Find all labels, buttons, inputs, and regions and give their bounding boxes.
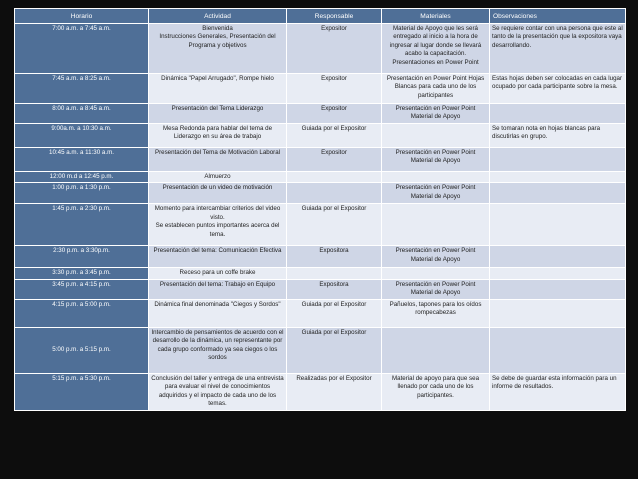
activity-cell: Presentación del tema: Comunicación Efectiva — [149, 246, 287, 268]
observations-cell — [490, 327, 626, 373]
activity-cell: Dinámica "Papel Arrugado", Rompe hielo — [149, 74, 287, 104]
responsible-cell: Expositor — [287, 104, 382, 124]
materials-cell: Presentación en Power Point Material de Apoyo — [382, 104, 490, 124]
time-cell: 3:30 p.m. a 3:45 p.m. — [15, 268, 149, 279]
table-row — [15, 24, 626, 74]
time-cell: 4:15 p.m. a 5:00 p.m. — [15, 299, 149, 327]
materials-cell: Presentación en Power Point Hojas Blancas para cada uno de los participantes — [382, 74, 490, 104]
time-cell: 10:45 a.m. a 11:30 a.m. — [15, 148, 149, 172]
time-cell: 3:45 p.m. a 4:15 p.m. — [15, 279, 149, 299]
header-responsable: Responsable — [287, 9, 382, 24]
time-cell: 5:00 p.m. a 5:15 p.m. — [15, 327, 149, 373]
activity-cell: Intercambio de pensamientos de acuerdo con el desarrollo de la dinámica, un representante por cada grupo conformado ya sea ciegos o los sordos — [149, 327, 287, 373]
observations-cell — [490, 183, 626, 204]
table-row — [15, 183, 626, 204]
responsible-cell: Expositor — [287, 148, 382, 172]
header-actividad: Actividad — [149, 9, 287, 24]
observations-cell: Se requiere contar con una persona que este al tanto de la presentación que la expositora vaya desarrollando. — [490, 24, 626, 74]
activity-cell: Momento para intercambiar criterios del video visto. Se establecen puntos importantes acerca del tema. — [149, 204, 287, 246]
materials-cell: Presentación en Power Point Material de Apoyo — [382, 148, 490, 172]
observations-cell: Estas hojas deben ser colocadas en cada lugar ocupado por cada participante sobre la mesa. — [490, 74, 626, 104]
observations-cell — [490, 172, 626, 183]
table-row — [15, 172, 626, 183]
header-observaciones: Observaciones — [490, 9, 626, 24]
time-cell: 1:45 p.m. a 2:30 p.m. — [15, 204, 149, 246]
table-row — [15, 268, 626, 279]
materials-cell: Presentación en Power Point Material de Apoyo — [382, 246, 490, 268]
table-row — [15, 104, 626, 124]
time-cell: 2:30 p.m. a 3:30p.m. — [15, 246, 149, 268]
table-row — [15, 327, 626, 373]
observations-cell: Se tomaran nota en hojas blancas para discutirlas en grupo. — [490, 124, 626, 148]
responsible-cell: Expositora — [287, 279, 382, 299]
activity-cell: Mesa Redonda para hablar del tema de Liderazgo en su área de trabajo — [149, 124, 287, 148]
observations-cell — [490, 148, 626, 172]
observations-cell — [490, 299, 626, 327]
materials-cell — [382, 327, 490, 373]
table-row — [15, 124, 626, 148]
schedule-table — [14, 8, 626, 411]
header-horario: Horario — [15, 9, 149, 24]
observations-cell — [490, 268, 626, 279]
table-row — [15, 148, 626, 172]
responsible-cell: Guiada por el Expositor — [287, 204, 382, 246]
activity-cell: Presentación del tema: Trabajo en Equipo — [149, 279, 287, 299]
time-cell: 8:00 a.m. a 8:45 a.m. — [15, 104, 149, 124]
activity-cell: Conclusión del taller y entrega de una entrevista para evaluar el nivel de conocimientos adquiridos y el impacto de cada uno de los temas. — [149, 373, 287, 410]
time-cell: 9:00a.m. a 10:30 a.m. — [15, 124, 149, 148]
header-materiales: Materiales — [382, 9, 490, 24]
activity-cell: Presentación del Tema de Motivación Laboral — [149, 148, 287, 172]
schedule-slide — [14, 8, 625, 470]
materials-cell — [382, 204, 490, 246]
table-row — [15, 204, 626, 246]
materials-cell: Presentación en Power Point Material de Apoyo — [382, 279, 490, 299]
materials-cell: Pañuelos, tapones para los oídos rompecabezas — [382, 299, 490, 327]
table-row — [15, 299, 626, 327]
activity-cell: Presentación de un video de motivación — [149, 183, 287, 204]
time-cell: 5:15 p.m. a 5:30 p.m. — [15, 373, 149, 410]
responsible-cell: Expositora — [287, 246, 382, 268]
table-row — [15, 373, 626, 410]
activity-cell: Bienvenida Instrucciones Generales, Presentación del Programa y objetivos — [149, 24, 287, 74]
table-row — [15, 74, 626, 104]
table-row — [15, 246, 626, 268]
observations-cell: Se debe de guardar esta información para un informe de resultados. — [490, 373, 626, 410]
materials-cell — [382, 268, 490, 279]
responsible-cell — [287, 268, 382, 279]
activity-cell: Presentación del Tema Liderazgo — [149, 104, 287, 124]
observations-cell — [490, 204, 626, 246]
table-row — [15, 279, 626, 299]
responsible-cell: Expositor — [287, 24, 382, 74]
time-cell: 7:45 a.m. a 8:25 a.m. — [15, 74, 149, 104]
observations-cell — [490, 279, 626, 299]
responsible-cell: Realizadas por el Expositor — [287, 373, 382, 410]
table-header-row — [15, 9, 626, 24]
activity-cell: Dinámica final denominada "Ciegos y Sordos" — [149, 299, 287, 327]
observations-cell — [490, 104, 626, 124]
materials-cell — [382, 124, 490, 148]
time-cell: 12:00 m.d a 12:45 p.m. — [15, 172, 149, 183]
materials-cell: Material de apoyo para que sea llenado por cada uno de los participantes. — [382, 373, 490, 410]
materials-cell: Presentación en Power Point Material de Apoyo — [382, 183, 490, 204]
time-cell: 1:00 p.m. a 1:30 p.m. — [15, 183, 149, 204]
activity-cell: Almuerzo — [149, 172, 287, 183]
responsible-cell: Guiada por el Expositor — [287, 327, 382, 373]
responsible-cell — [287, 183, 382, 204]
time-cell: 7:00 a.m. a 7:45 a.m. — [15, 24, 149, 74]
activity-cell: Receso para un coffe brake — [149, 268, 287, 279]
responsible-cell: Expositor — [287, 74, 382, 104]
observations-cell — [490, 246, 626, 268]
materials-cell — [382, 172, 490, 183]
responsible-cell — [287, 172, 382, 183]
responsible-cell: Guiada por el Expositor — [287, 299, 382, 327]
materials-cell: Material de Apoyo que les será entregado al inicio a la hora de ingresar al lugar donde se llevará acabo la capacitación. Presentaciones en Power Point — [382, 24, 490, 74]
responsible-cell: Guiada por el Expositor — [287, 124, 382, 148]
